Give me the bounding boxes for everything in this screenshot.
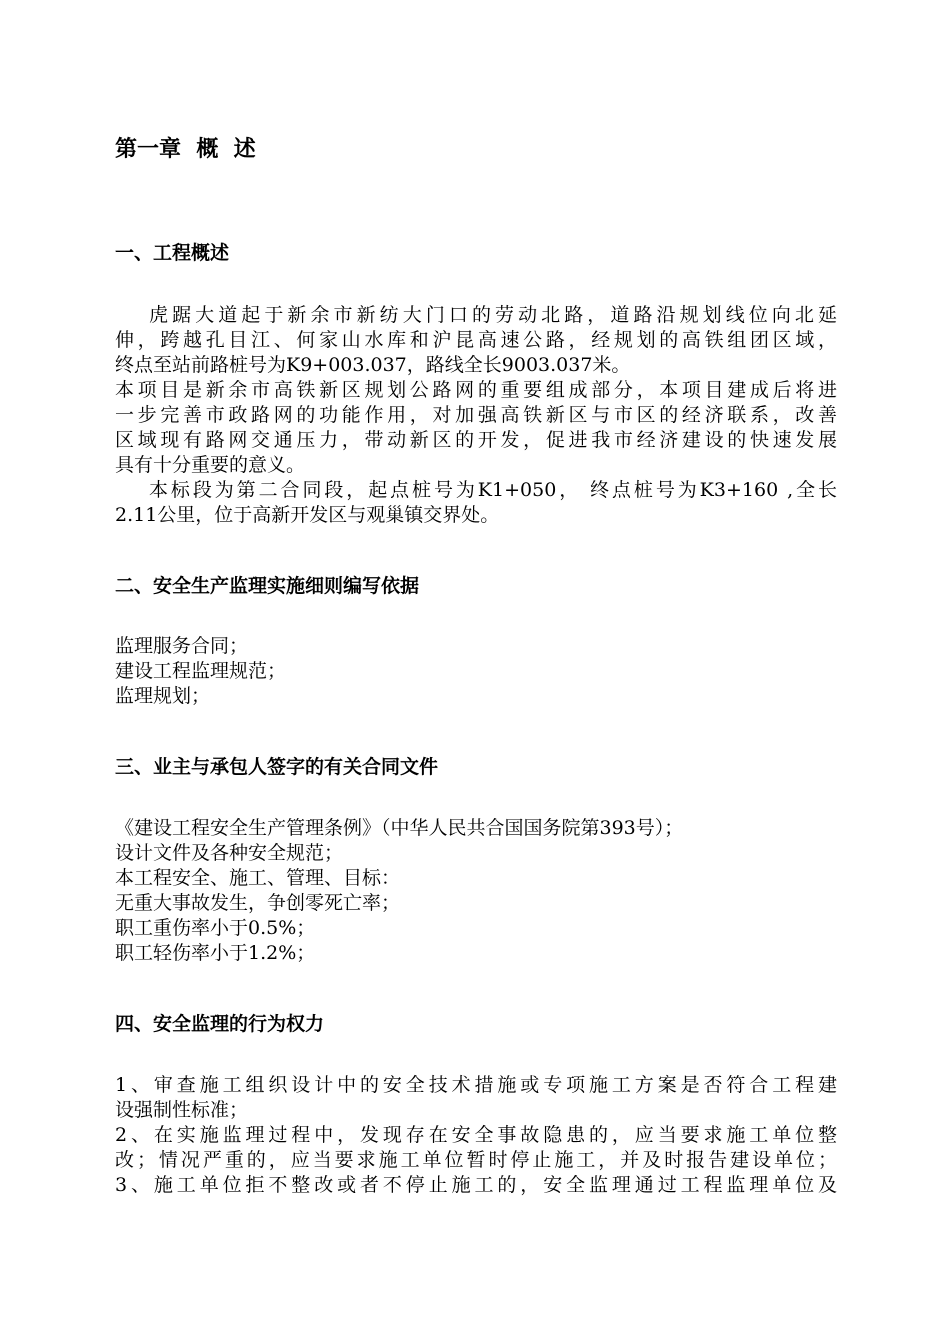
contracts-item-6: 职工轻伤率小于1.2%；: [115, 942, 316, 964]
contracts-item-2: 设计文件及各种安全规范；: [115, 842, 344, 864]
authority-line-3: 2、在实施监理过程中，发现存在安全事故隐患的，应当要求施工单位整: [115, 1124, 837, 1146]
contracts-item-5: 职工重伤率小于0.5%；: [115, 917, 316, 939]
contracts-item-3: 本工程安全、施工、管理、目标：: [115, 867, 401, 889]
overview-line-2: 伸，跨越孔目江、何家山水库和沪昆高速公路，经规划的高铁组团区域，: [115, 329, 837, 351]
overview-line-6: 区域现有路网交通压力，带动新区的开发，促进我市经济建设的快速发展: [115, 429, 837, 451]
chapter-title: 第一章 概 述: [115, 137, 256, 162]
section-heading-overview: 一、工程概述: [115, 242, 230, 264]
overview-line-1: 虎踞大道起于新余市新纺大门口的劳动北路，道路沿规划线位向北延: [149, 304, 837, 326]
overview-line-4: 本项目是新余市高铁新区规划公路网的重要组成部分，本项目建成后将进: [115, 379, 837, 401]
overview-line-5: 一步完善市政路网的功能作用，对加强高铁新区与市区的经济联系，改善: [115, 404, 837, 426]
section-heading-basis: 二、安全生产监理实施细则编写依据: [115, 575, 420, 597]
basis-item-2: 建设工程监理规范；: [115, 660, 287, 682]
authority-line-2: 设强制性标准；: [115, 1099, 249, 1121]
contracts-item-4: 无重大事故发生，争创零死亡率；: [115, 892, 401, 914]
authority-line-1: 1、审查施工组织设计中的安全技术措施或专项施工方案是否符合工程建: [115, 1074, 837, 1096]
authority-line-4: 改；情况严重的，应当要求施工单位暂时停止施工，并及时报告建设单位；: [115, 1149, 837, 1171]
overview-line-3: 终点至站前路桩号为K9+003.037，路线全长9003.037米。: [115, 354, 631, 376]
section-heading-contracts: 三、业主与承包人签字的有关合同文件: [115, 756, 439, 778]
overview-line-9: 2.11公里，位于高新开发区与观巢镇交界处。: [115, 504, 500, 526]
overview-line-7: 具有十分重要的意义。: [115, 454, 306, 476]
basis-item-1: 监理服务合同；: [115, 635, 249, 657]
basis-item-3: 监理规划；: [115, 685, 211, 707]
section-heading-authority: 四、安全监理的行为权力: [115, 1013, 325, 1035]
overview-line-8: 本标段为第二合同段，起点桩号为K1+050， 终点桩号为K3+160 ,全长: [149, 479, 837, 501]
authority-line-5: 3、施工单位拒不整改或者不停止施工的，安全监理通过工程监理单位及: [115, 1174, 837, 1196]
contracts-item-1: 《建设工程安全生产管理条例》（中华人民共合国国务院第393号）；: [115, 817, 684, 839]
